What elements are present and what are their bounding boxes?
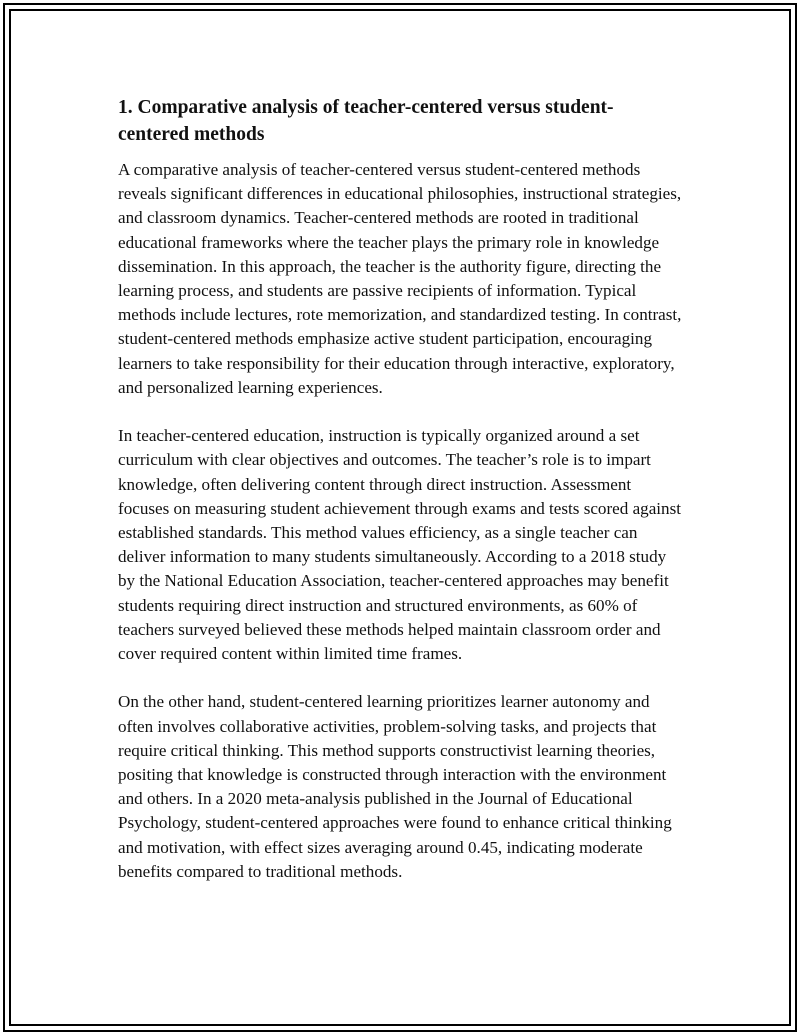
document-body xyxy=(118,94,684,908)
paragraph-1: A comparative analysis of teacher-centered versus student-centered methods reveals significant differences in educational philosophies, instructional strategies, and classroom dynamics. Teacher-centered methods are rooted in traditional educational frameworks where the teacher plays the primary role in knowledge dissemination. In this approach, the teacher is the authority figure, directing the learning process, and students are passive recipients of information. Typical methods include lectures, rote memorization, and standardized testing. In contrast, student-centered methods emphasize active student participation, encouraging learners to take responsibility for their education through interactive, exploratory, and personalized learning experiences. xyxy=(118,160,682,397)
paragraph-3: On the other hand, student-centered learning prioritizes learner autonomy and often involves collaborative activities, problem-solving tasks, and projects that require critical thinking. This method supports constructivist learning theories, positing that knowledge is constructed through interaction with the environment and others. In a 2020 meta-analysis published in the Journal of Educational Psychology, student-centered approaches were found to enhance critical thinking and motivation, with effect sizes averaging around 0.45, indicating moderate benefits compared to traditional methods. xyxy=(118,692,672,881)
paragraph-2: In teacher-centered education, instruction is typically organized around a set curriculum with clear objectives and outcomes. The teacher’s role is to impart knowledge, often delivering content through direct instruction. Assessment focuses on measuring student achievement through exams and tests scored against established standards. This method values efficiency, as a single teacher can deliver information to many students simultaneously. According to a 2018 study by the National Education Association, teacher-centered approaches may benefit students requiring direct instruction and structured environments, as 60% of teachers surveyed believed these methods helped maintain classroom order and cover required content within limited time frames. xyxy=(118,426,681,664)
section-heading: 1. Comparative analysis of teacher-centered versus student-centered methods xyxy=(118,97,614,145)
